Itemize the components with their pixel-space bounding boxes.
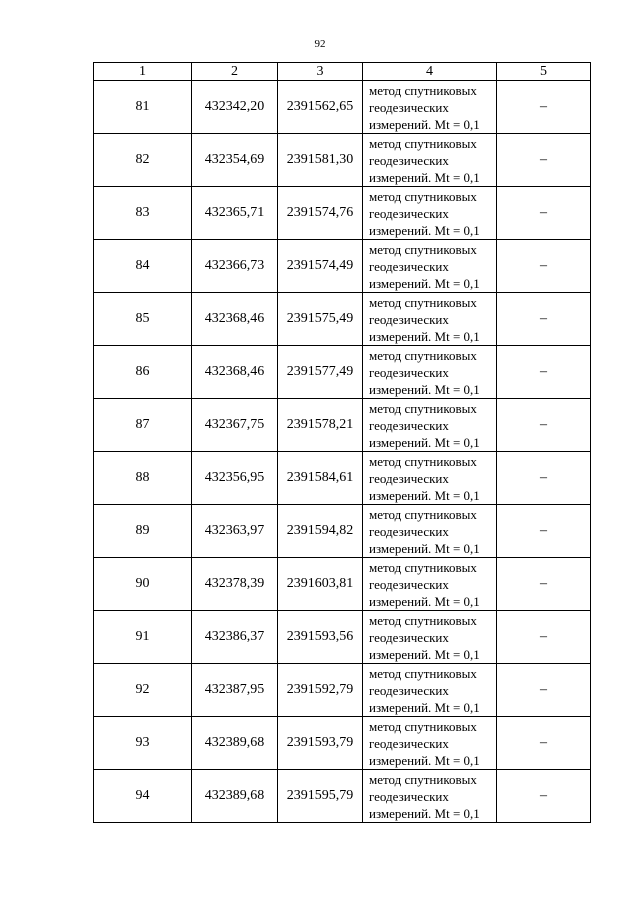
method-line: метод спутниковых — [369, 612, 477, 628]
y-coordinate-cell: 2391562,65 — [278, 81, 363, 134]
y-coordinate-cell: 2391574,49 — [278, 240, 363, 293]
point-number-cell: 82 — [94, 134, 192, 187]
method-cell — [363, 770, 497, 823]
point-number-cell: 91 — [94, 611, 192, 664]
x-coordinate-cell: 432368,46 — [192, 346, 278, 399]
method-cell — [363, 664, 497, 717]
method-line: метод спутниковых — [369, 188, 477, 204]
point-number-cell: 94 — [94, 770, 192, 823]
method-line: измерений. Mt = 0,1 — [369, 540, 480, 556]
table-header-row — [94, 63, 591, 81]
method-line: геодезических — [369, 576, 449, 592]
method-line: метод спутниковых — [369, 453, 477, 469]
x-coordinate-cell: 432387,95 — [192, 664, 278, 717]
x-coordinate-cell: 432354,69 — [192, 134, 278, 187]
method-line: измерений. Mt = 0,1 — [369, 328, 480, 344]
method-cell — [363, 81, 497, 134]
x-coordinate-cell: 432389,68 — [192, 717, 278, 770]
x-coordinate-cell: 432365,71 — [192, 187, 278, 240]
y-coordinate-cell: 2391578,21 — [278, 399, 363, 452]
method-cell — [363, 293, 497, 346]
method-line: метод спутниковых — [369, 559, 477, 575]
method-line: геодезических — [369, 99, 449, 115]
col5-cell: – — [497, 770, 591, 823]
table-row — [94, 81, 591, 134]
header-col-4: 4 — [363, 63, 497, 81]
coordinates-table — [93, 62, 591, 823]
x-coordinate-cell: 432356,95 — [192, 452, 278, 505]
method-line: геодезических — [369, 364, 449, 380]
method-line: измерений. Mt = 0,1 — [369, 381, 480, 397]
x-coordinate-cell: 432342,20 — [192, 81, 278, 134]
x-coordinate-cell: 432386,37 — [192, 611, 278, 664]
table-row — [94, 717, 591, 770]
y-coordinate-cell: 2391577,49 — [278, 346, 363, 399]
col5-cell: – — [497, 240, 591, 293]
col5-cell: – — [497, 187, 591, 240]
method-line: измерений. Mt = 0,1 — [369, 222, 480, 238]
method-line: измерений. Mt = 0,1 — [369, 646, 480, 662]
method-line: измерений. Mt = 0,1 — [369, 699, 480, 715]
y-coordinate-cell: 2391575,49 — [278, 293, 363, 346]
x-coordinate-cell: 432389,68 — [192, 770, 278, 823]
method-cell — [363, 611, 497, 664]
col5-cell: – — [497, 399, 591, 452]
method-line: геодезических — [369, 629, 449, 645]
method-line: метод спутниковых — [369, 400, 477, 416]
x-coordinate-cell: 432378,39 — [192, 558, 278, 611]
method-line: метод спутниковых — [369, 771, 477, 787]
x-coordinate-cell: 432368,46 — [192, 293, 278, 346]
method-line: геодезических — [369, 788, 449, 804]
method-line: геодезических — [369, 682, 449, 698]
method-line: геодезических — [369, 735, 449, 751]
method-line: измерений. Mt = 0,1 — [369, 805, 480, 821]
col5-cell: – — [497, 134, 591, 187]
table-row — [94, 240, 591, 293]
y-coordinate-cell: 2391592,79 — [278, 664, 363, 717]
header-col-5: 5 — [497, 63, 591, 81]
method-line: метод спутниковых — [369, 506, 477, 522]
method-line: измерений. Mt = 0,1 — [369, 434, 480, 450]
y-coordinate-cell: 2391594,82 — [278, 505, 363, 558]
point-number-cell: 92 — [94, 664, 192, 717]
method-line: метод спутниковых — [369, 82, 477, 98]
method-line: геодезических — [369, 258, 449, 274]
table-row — [94, 134, 591, 187]
method-line: измерений. Mt = 0,1 — [369, 116, 480, 132]
table-row — [94, 664, 591, 717]
table-row — [94, 346, 591, 399]
point-number-cell: 89 — [94, 505, 192, 558]
col5-cell: – — [497, 558, 591, 611]
method-line: измерений. Mt = 0,1 — [369, 752, 480, 768]
table-row — [94, 505, 591, 558]
method-line: геодезических — [369, 470, 449, 486]
point-number-cell: 81 — [94, 81, 192, 134]
method-cell — [363, 240, 497, 293]
method-line: измерений. Mt = 0,1 — [369, 593, 480, 609]
y-coordinate-cell: 2391581,30 — [278, 134, 363, 187]
method-line: измерений. Mt = 0,1 — [369, 487, 480, 503]
method-line: метод спутниковых — [369, 665, 477, 681]
method-line: геодезических — [369, 205, 449, 221]
method-cell — [363, 346, 497, 399]
method-line: геодезических — [369, 152, 449, 168]
y-coordinate-cell: 2391603,81 — [278, 558, 363, 611]
method-line: измерений. Mt = 0,1 — [369, 169, 480, 185]
x-coordinate-cell: 432367,75 — [192, 399, 278, 452]
x-coordinate-cell: 432366,73 — [192, 240, 278, 293]
method-cell — [363, 187, 497, 240]
method-line: геодезических — [369, 311, 449, 327]
col5-cell: – — [497, 664, 591, 717]
col5-cell: – — [497, 611, 591, 664]
point-number-cell: 90 — [94, 558, 192, 611]
table-row — [94, 611, 591, 664]
method-line: геодезических — [369, 417, 449, 433]
method-line: измерений. Mt = 0,1 — [369, 275, 480, 291]
y-coordinate-cell: 2391593,79 — [278, 717, 363, 770]
method-cell — [363, 452, 497, 505]
table-row — [94, 399, 591, 452]
col5-cell: – — [497, 717, 591, 770]
method-cell — [363, 399, 497, 452]
table-row — [94, 293, 591, 346]
table-row — [94, 452, 591, 505]
method-line: метод спутниковых — [369, 347, 477, 363]
col5-cell: – — [497, 81, 591, 134]
method-line: геодезических — [369, 523, 449, 539]
method-line: метод спутниковых — [369, 718, 477, 734]
header-col-2: 2 — [192, 63, 278, 81]
y-coordinate-cell: 2391574,76 — [278, 187, 363, 240]
y-coordinate-cell: 2391584,61 — [278, 452, 363, 505]
method-cell — [363, 134, 497, 187]
point-number-cell: 87 — [94, 399, 192, 452]
point-number-cell: 93 — [94, 717, 192, 770]
point-number-cell: 85 — [94, 293, 192, 346]
method-cell — [363, 717, 497, 770]
y-coordinate-cell: 2391595,79 — [278, 770, 363, 823]
x-coordinate-cell: 432363,97 — [192, 505, 278, 558]
table-row — [94, 770, 591, 823]
method-line: метод спутниковых — [369, 135, 477, 151]
col5-cell: – — [497, 346, 591, 399]
method-cell — [363, 505, 497, 558]
point-number-cell: 88 — [94, 452, 192, 505]
point-number-cell: 84 — [94, 240, 192, 293]
header-col-1: 1 — [94, 63, 192, 81]
point-number-cell: 86 — [94, 346, 192, 399]
col5-cell: – — [497, 293, 591, 346]
method-cell — [363, 558, 497, 611]
col5-cell: – — [497, 452, 591, 505]
page-number: 92 — [314, 38, 326, 50]
point-number-cell: 83 — [94, 187, 192, 240]
table-row — [94, 558, 591, 611]
method-line: метод спутниковых — [369, 241, 477, 257]
y-coordinate-cell: 2391593,56 — [278, 611, 363, 664]
method-line: метод спутниковых — [369, 294, 477, 310]
table-row — [94, 187, 591, 240]
col5-cell: – — [497, 505, 591, 558]
header-col-3: 3 — [278, 63, 363, 81]
